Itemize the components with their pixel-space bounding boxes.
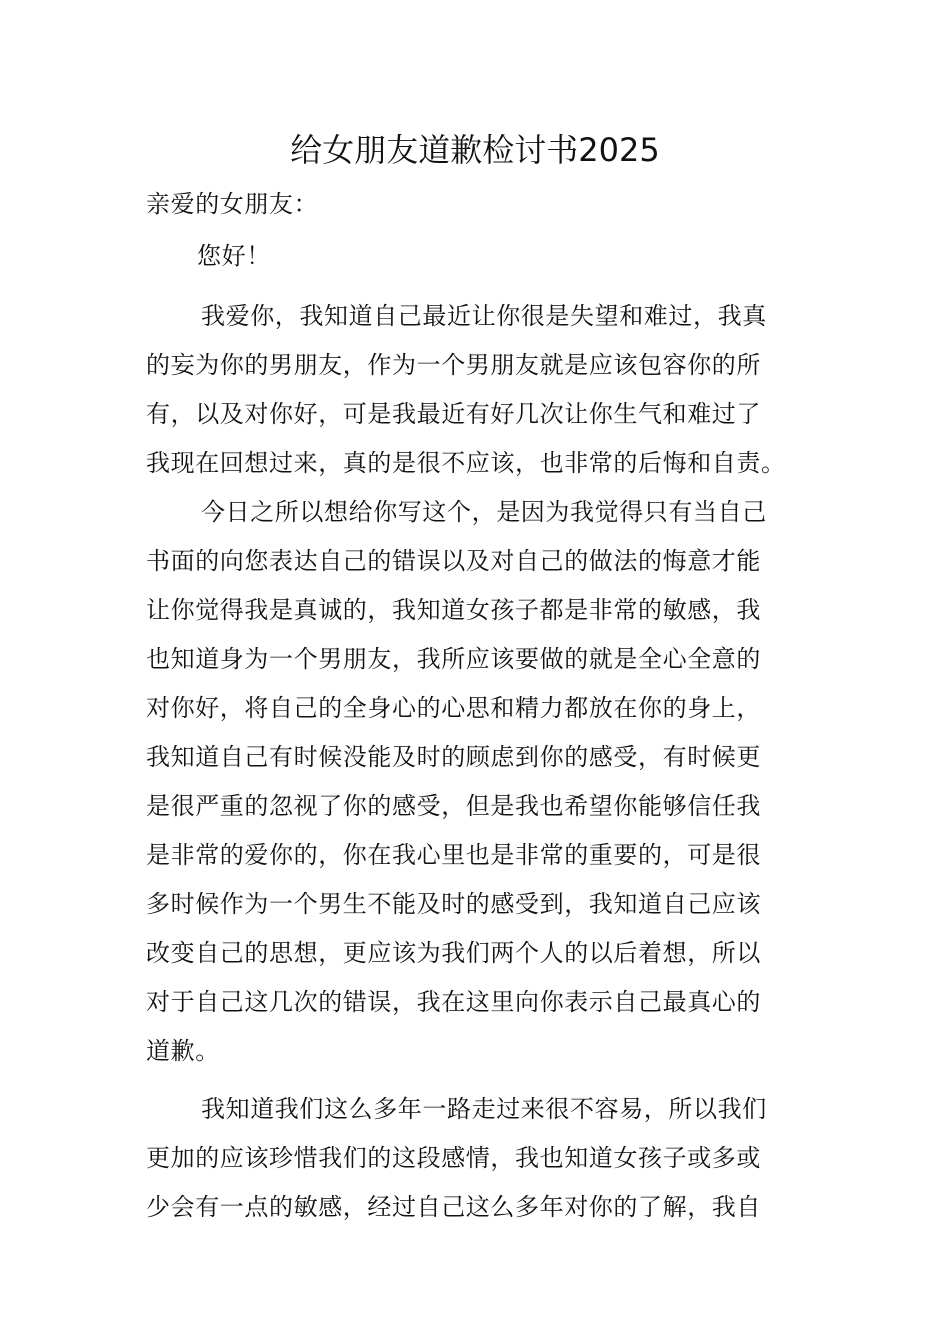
- paragraph-line: 多时候作为一个男生不能及时的感受到，我知道自己应该: [146, 890, 761, 918]
- paragraph-line: 对你好，将自己的全身心的心思和精力都放在你的身上，: [146, 694, 761, 722]
- document-title: 给女朋友道歉检讨书2025: [290, 131, 660, 169]
- paragraph-line: 改变自己的思想，更应该为我们两个人的以后着想，所以: [146, 939, 761, 967]
- paragraph: [146, 292, 808, 488]
- paragraph-line: 今日之所以想给你写这个，是因为我觉得只有当自己: [201, 498, 767, 526]
- paragraph: [146, 1085, 808, 1232]
- paragraph-line: 少会有一点的敏感，经过自己这么多年对你的了解，我自: [146, 1193, 761, 1221]
- paragraph-line: 也知道身为一个男朋友，我所应该要做的就是全心全意的: [146, 645, 761, 673]
- paragraph-line: 我知道我们这么多年一路走过来很不容易，所以我们: [201, 1095, 767, 1123]
- paragraph-line: 我现在回想过来，真的是很不应该，也非常的后悔和自责。: [146, 449, 786, 477]
- paragraph-line: 是非常的爱你的，你在我心里也是非常的重要的，可是很: [146, 841, 761, 869]
- paragraph-line: 对于自己这几次的错误，我在这里向你表示自己最真心的: [146, 988, 761, 1016]
- paragraph-line: 更加的应该珍惜我们的这段感情，我也知道女孩子或多或: [146, 1144, 761, 1172]
- paragraph-line: 是很严重的忽视了你的感受，但是我也希望你能够信任我: [146, 792, 761, 820]
- salutation: 亲爱的女朋友：: [146, 190, 319, 218]
- greeting: 您好！: [197, 242, 271, 270]
- paragraph-line: 有，以及对你好，可是我最近有好几次让你生气和难过了: [146, 400, 761, 428]
- paragraph-line: 让你觉得我是真诚的，我知道女孩子都是非常的敏感，我: [146, 596, 761, 624]
- document-body: [146, 180, 808, 1232]
- paragraph-line: 书面的向您表达自己的错误以及对自己的做法的悔意才能: [146, 547, 761, 575]
- paragraph: [146, 488, 808, 1076]
- paragraph-line: 我爱你，我知道自己最近让你很是失望和难过，我真: [201, 302, 767, 330]
- paragraph-line: 的妄为你的男朋友，作为一个男朋友就是应该包容你的所: [146, 351, 761, 379]
- paragraph-line: 道歉。: [146, 1037, 220, 1065]
- paragraph-line: 我知道自己有时候没能及时的顾虑到你的感受，有时候更: [146, 743, 761, 771]
